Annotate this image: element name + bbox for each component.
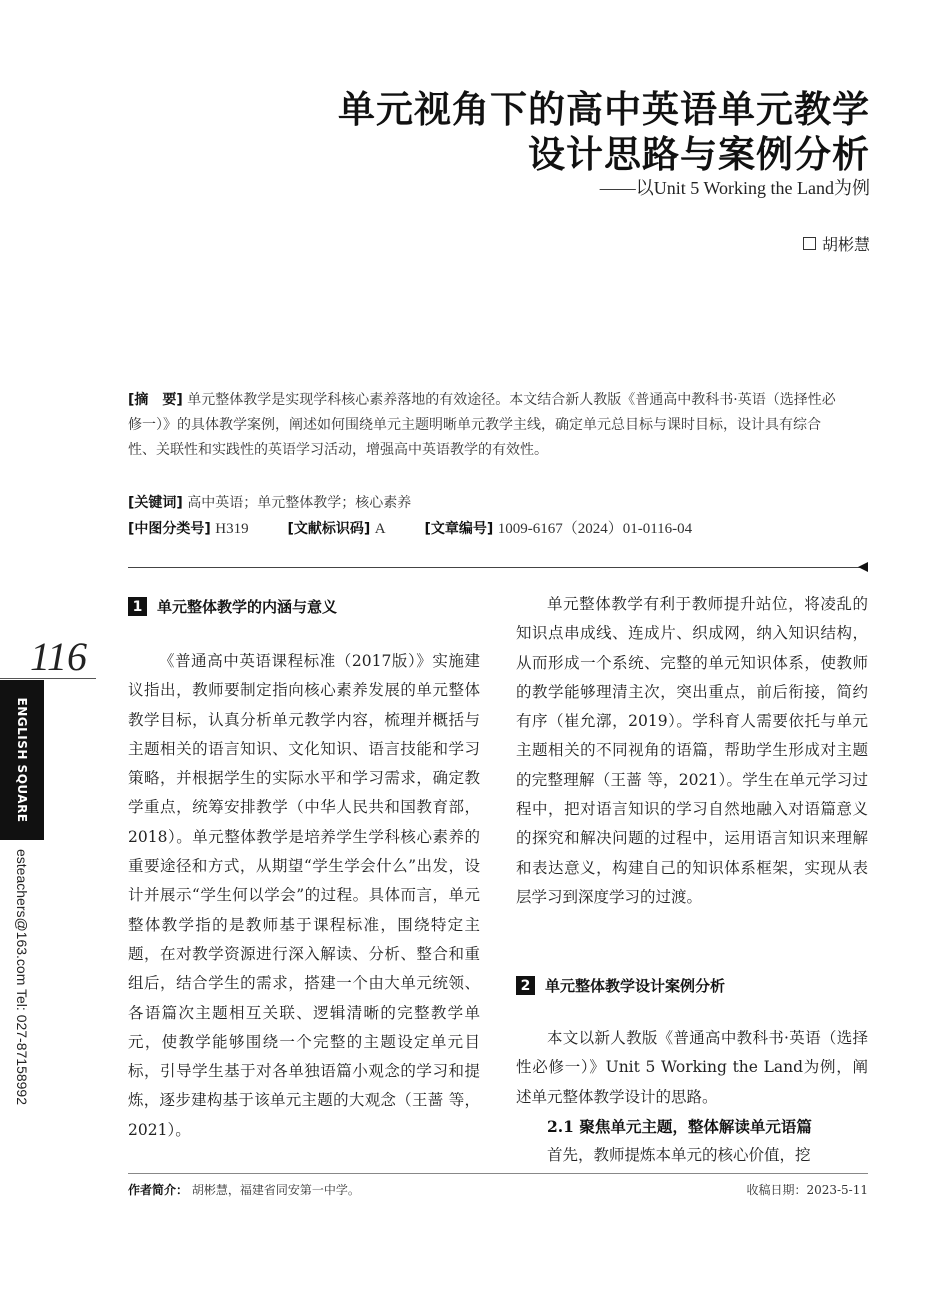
author-bio bbox=[128, 1181, 360, 1198]
doc-code-value: A bbox=[374, 521, 386, 537]
section2-paragraph1: 本文以新人教版《普通高中教科书·英语（选择性必修一）》Unit 5 Working the Land为例，阐述单元整体教学设计的思路。 bbox=[516, 1029, 868, 1106]
square-icon bbox=[803, 237, 816, 250]
keywords-text: 高中英语；单元整体教学；核心素养 bbox=[187, 495, 412, 511]
article-subtitle: ——以Unit 5 Working the Land为例 bbox=[599, 178, 870, 198]
classification-line bbox=[128, 517, 844, 542]
section1 bbox=[128, 596, 480, 617]
subsection-2-1-paragraph: 首先，教师提炼本单元的核心价值，挖 bbox=[547, 1146, 811, 1165]
page-number-divider bbox=[0, 678, 96, 679]
received-date: 收稿日期：2023-5-11 bbox=[746, 1183, 868, 1197]
section1-body-left bbox=[128, 647, 480, 1145]
keywords-label: [关键词] bbox=[128, 495, 183, 511]
section1-paragraph2: 单元整体教学有利于教师提升站位，将凌乱的知识点串成线、连成片、织成网，纳入知识结构，从而形成一个系统、完整的单元知识体系，使教师的教学能够理清主次，突出重点，前后衔接，简约有序（崔允漷，2019）。学科育人需要依托与单元主题相关的不同视角的语篇，帮助学生形成对主题的完整理解（王蔷 等，2021）。学生在单元学习过程中，把对语言知识的学习自然地融入对语篇意义的探究和解决问题的过程中，运用语言知识来理解和表达意义，构建自己的知识体系框架，实现从表层学习到深度学习的过渡。 bbox=[516, 595, 868, 906]
article-number-label: [文章编号] bbox=[424, 521, 494, 537]
author-byline bbox=[803, 232, 870, 255]
keywords bbox=[128, 491, 844, 516]
section1-title: 单元整体教学的内涵与意义 bbox=[157, 598, 338, 616]
section2-body bbox=[516, 1024, 868, 1170]
clc-label: [中图分类号] bbox=[128, 521, 211, 537]
arrow-left-icon bbox=[858, 562, 868, 572]
contact-info: esteachers@163.com Tel: 027-87158992 bbox=[14, 848, 30, 1106]
journal-name: ENGLISH SQUARE bbox=[15, 697, 29, 823]
article-title-line2: 设计思路与案例分析 bbox=[528, 132, 870, 176]
section2-title: 单元整体教学设计案例分析 bbox=[545, 977, 726, 995]
section2-heading bbox=[516, 975, 868, 996]
article-number-value: 1009-6167（2024）01-0116-04 bbox=[497, 521, 693, 537]
article-title-line1: 单元视角下的高中英语单元教学 bbox=[338, 87, 870, 131]
subsection-2-1-title: 2.1 聚焦单元主题，整体解读单元语篇 bbox=[547, 1116, 812, 1136]
author-name: 胡彬慧 bbox=[821, 235, 870, 254]
clc-value: H319 bbox=[215, 521, 249, 537]
abstract-label: [摘 要] bbox=[128, 392, 183, 408]
section1-paragraph1: 《普通高中英语课程标准（2017版）》实施建议指出，教师要制定指向核心素养发展的单元整体教学目标，认真分析单元教学内容，梳理并概括与主题相关的语言知识、文化知识、语言技能和学习策略，并根据学生的实际水平和学习需求，确定教学重点，统筹安排教学（中华人民共和国教育部，2018）。单元整体教学是培养学生学科核心素养的重要途径和方式，从期望“学生学会什么”出发，设计并展示“学生何以学会”的过程。具体而言，单元整体教学指的是教师基于课程标准，围绕特定主题，在对教学资源进行深入解读、分析、整合和重组后，结合学生的需求，搭建一个由大单元统领、各语篇次主题相互关联、逻辑清晰的完整教学单元，使教学能够围绕一个完整的主题设定单元目标，引导学生基于对各单独语篇小观念的学习和提炼，逐步建构基于该单元主题的大观念（王蔷 等，2021）。 bbox=[128, 652, 480, 1139]
footer-divider bbox=[128, 1173, 868, 1174]
author-bio-label: 作者简介： bbox=[128, 1183, 189, 1197]
section2-number: 2 bbox=[516, 976, 535, 995]
abstract-text: 单元整体教学是实现学科核心素养落地的有效途径。本文结合新人教版《普通高中教科书·英语（选择性必修一）》的具体教学案例，阐述如何围绕单元主题明晰单元教学主线，确定单元总目标与课时目标，设计具有综合性、关联性和实践性的英语学习活动，增强高中英语教学的有效性。 bbox=[128, 392, 836, 458]
page-number: 116 bbox=[30, 634, 88, 679]
divider bbox=[128, 567, 860, 568]
abstract bbox=[128, 388, 844, 463]
section1-body-right bbox=[516, 590, 868, 912]
section1-heading bbox=[128, 596, 480, 617]
doc-code-label: [文献标识码] bbox=[287, 521, 371, 537]
author-bio-text: 胡彬慧，福建省同安第一中学。 bbox=[191, 1183, 360, 1197]
section2 bbox=[516, 975, 868, 996]
section1-number: 1 bbox=[128, 597, 147, 616]
